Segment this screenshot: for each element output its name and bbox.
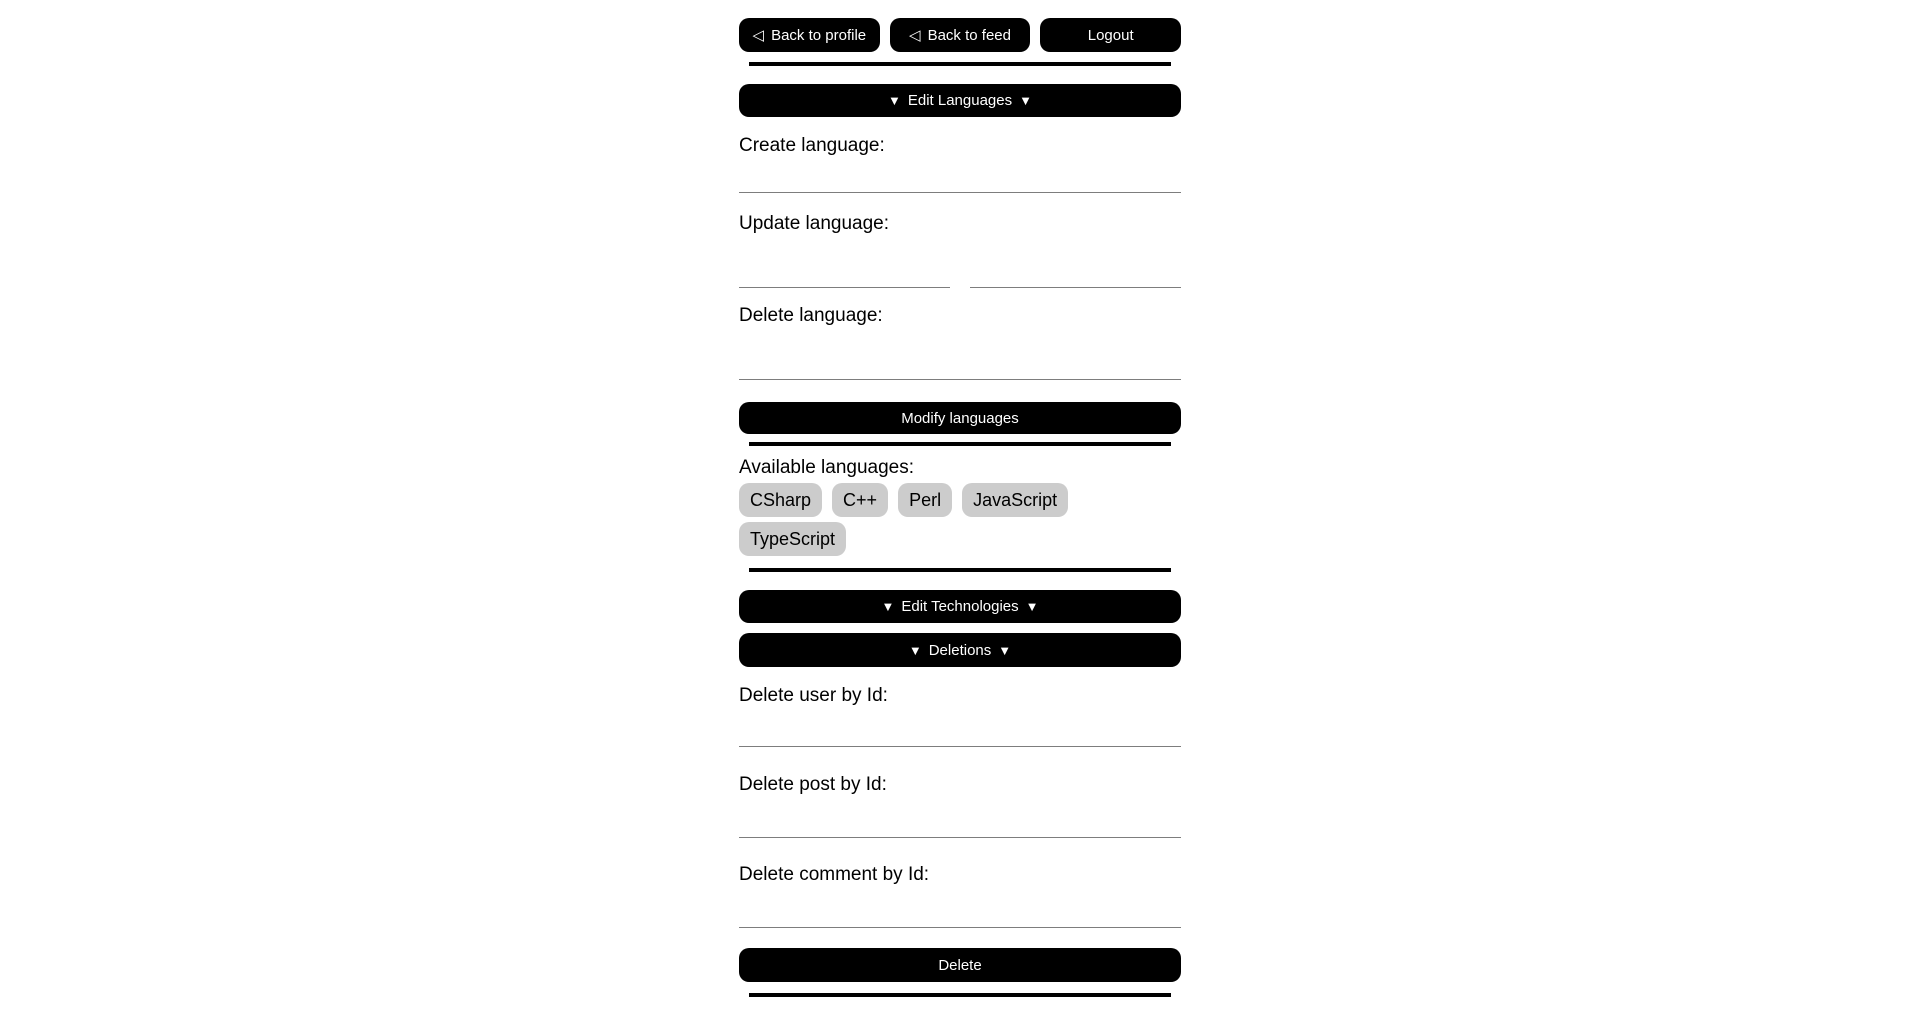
chevron-down-icon: ▼ <box>998 642 1012 658</box>
delete-post-input[interactable] <box>739 814 1181 838</box>
update-language-row <box>739 263 1181 288</box>
chevron-down-icon: ▼ <box>908 642 922 658</box>
delete-user-label: Delete user by Id: <box>739 685 888 706</box>
chevron-down-icon: ▼ <box>1025 599 1039 614</box>
back-arrow-icon: ◁ <box>909 27 921 44</box>
back-arrow-icon: ◁ <box>752 27 765 44</box>
chevron-down-icon: ▼ <box>1019 93 1032 108</box>
section-divider <box>749 568 1171 572</box>
delete-comment-label: Delete comment by Id: <box>739 864 930 885</box>
logout-label: Logout <box>1087 26 1134 44</box>
section-divider <box>749 442 1171 446</box>
create-language-input[interactable] <box>739 169 1181 193</box>
language-chip: Perl <box>898 483 952 517</box>
top-nav <box>739 18 1181 52</box>
modify-languages-button[interactable]: Modify languages <box>739 402 1181 434</box>
deletions-toggle[interactable] <box>739 633 1181 667</box>
language-chip: JavaScript <box>962 483 1068 517</box>
language-chip: CSharp <box>739 483 822 517</box>
edit-technologies-toggle[interactable] <box>739 590 1181 623</box>
section-divider <box>749 993 1171 997</box>
delete-user-input[interactable] <box>739 723 1181 747</box>
delete-comment-input[interactable] <box>739 904 1181 928</box>
update-language-from-input[interactable] <box>739 263 950 288</box>
language-chip: C++ <box>832 483 888 517</box>
chevron-down-icon: ▼ <box>881 599 895 614</box>
edit-languages-label: Edit Languages <box>907 92 1013 109</box>
main-column <box>739 0 1181 997</box>
back-to-feed-label: Back to feed <box>927 26 1011 44</box>
delete-post-label: Delete post by Id: <box>739 774 887 795</box>
delete-language-input[interactable] <box>739 355 1181 380</box>
deletions-label: Deletions <box>928 641 992 659</box>
back-to-profile-button[interactable] <box>739 18 880 52</box>
back-to-profile-label: Back to profile <box>771 26 867 44</box>
update-language-to-input[interactable] <box>970 263 1181 288</box>
delete-language-label: Delete language: <box>739 305 883 326</box>
delete-button[interactable]: Delete <box>739 948 1181 982</box>
available-languages-label: Available languages: <box>739 457 915 478</box>
available-languages-list <box>739 483 1089 556</box>
chevron-down-icon: ▼ <box>887 93 901 108</box>
section-divider <box>749 62 1171 66</box>
back-to-feed-button[interactable] <box>890 18 1031 52</box>
language-chip: TypeScript <box>739 522 846 556</box>
edit-languages-toggle[interactable] <box>739 84 1181 117</box>
logout-button[interactable] <box>1040 18 1181 52</box>
edit-technologies-label: Edit Technologies <box>901 598 1019 615</box>
create-language-label: Create language: <box>739 135 885 156</box>
update-language-label: Update language: <box>739 213 890 234</box>
